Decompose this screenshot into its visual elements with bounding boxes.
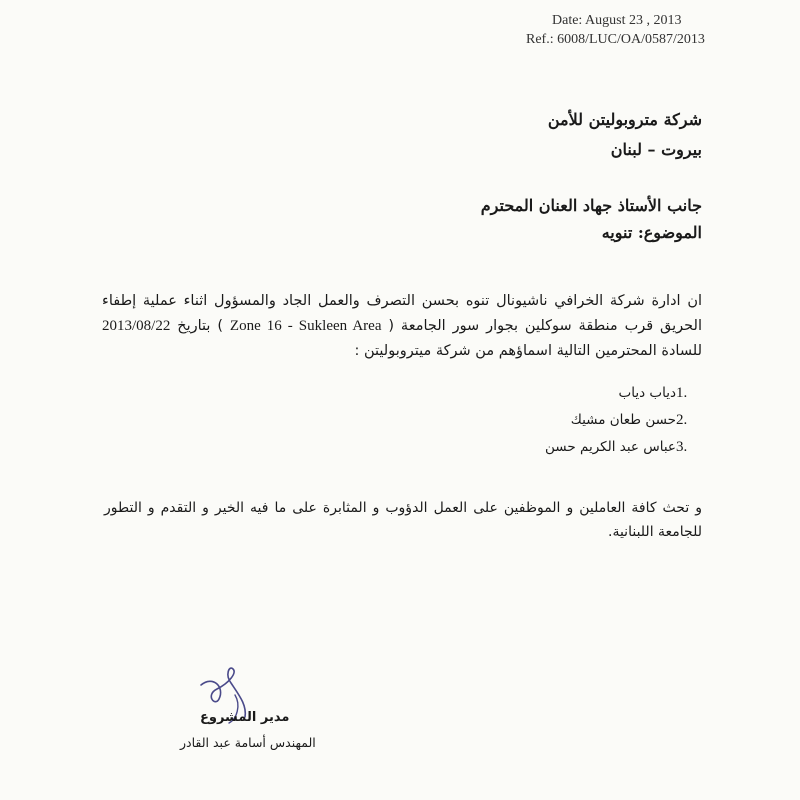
- closing-paragraph: و تحث كافة العاملين و الموظفين على العمل الدؤوب و المثابرة على ما فيه الخير و التقدم و التطور للجامعة اللبنانية.: [104, 500, 702, 540]
- list-number: 1.: [676, 385, 688, 401]
- list-name: حسن طعان مشيك: [570, 412, 676, 428]
- list-name: دياب دياب: [618, 385, 676, 401]
- addressee-city: بيروت – لبنان: [610, 140, 702, 159]
- signatory-name: المهندس أسامة عبد القادر: [180, 735, 316, 750]
- list-item: [545, 439, 702, 466]
- para-text-1: ان ادارة شركة الخرافي ناشيونال تنوه بحسن التصرف والعمل الجاد والمسؤول اثناء عملية إطفاء الحريق قرب منطقة سوكلين بجوار سور الجامعة (: [102, 293, 702, 334]
- list-item: [545, 385, 702, 412]
- para-text-2: ) بتاريخ: [177, 318, 224, 334]
- list-item: [545, 412, 702, 439]
- body-paragraph: [102, 289, 702, 364]
- para-text-3: للسادة المحترمين التالية اسماؤهم من شركة ميتروبوليتن :: [354, 343, 702, 359]
- subject-line: الموضوع: تنويه: [601, 223, 702, 242]
- para-location-en: Zone 16 - Sukleen Area: [229, 318, 382, 334]
- para-date: 2013/08/22: [102, 318, 171, 334]
- list-name: عباس عبد الكريم حسن: [545, 439, 676, 455]
- recipient-line: جانب الأستاذ جهاد العنان المحترم: [480, 196, 702, 215]
- letter-reference: Ref.: 6008/LUC/OA/0587/2013: [526, 32, 705, 47]
- letter-date: Date: August 23 , 2013: [552, 13, 682, 28]
- list-number: 2.: [676, 412, 688, 428]
- signatory-title: مدير المشروع: [200, 710, 290, 725]
- list-number: 3.: [676, 439, 688, 455]
- names-list: [545, 385, 702, 466]
- addressee-company: شركة متروبوليتن للأمن: [547, 110, 702, 129]
